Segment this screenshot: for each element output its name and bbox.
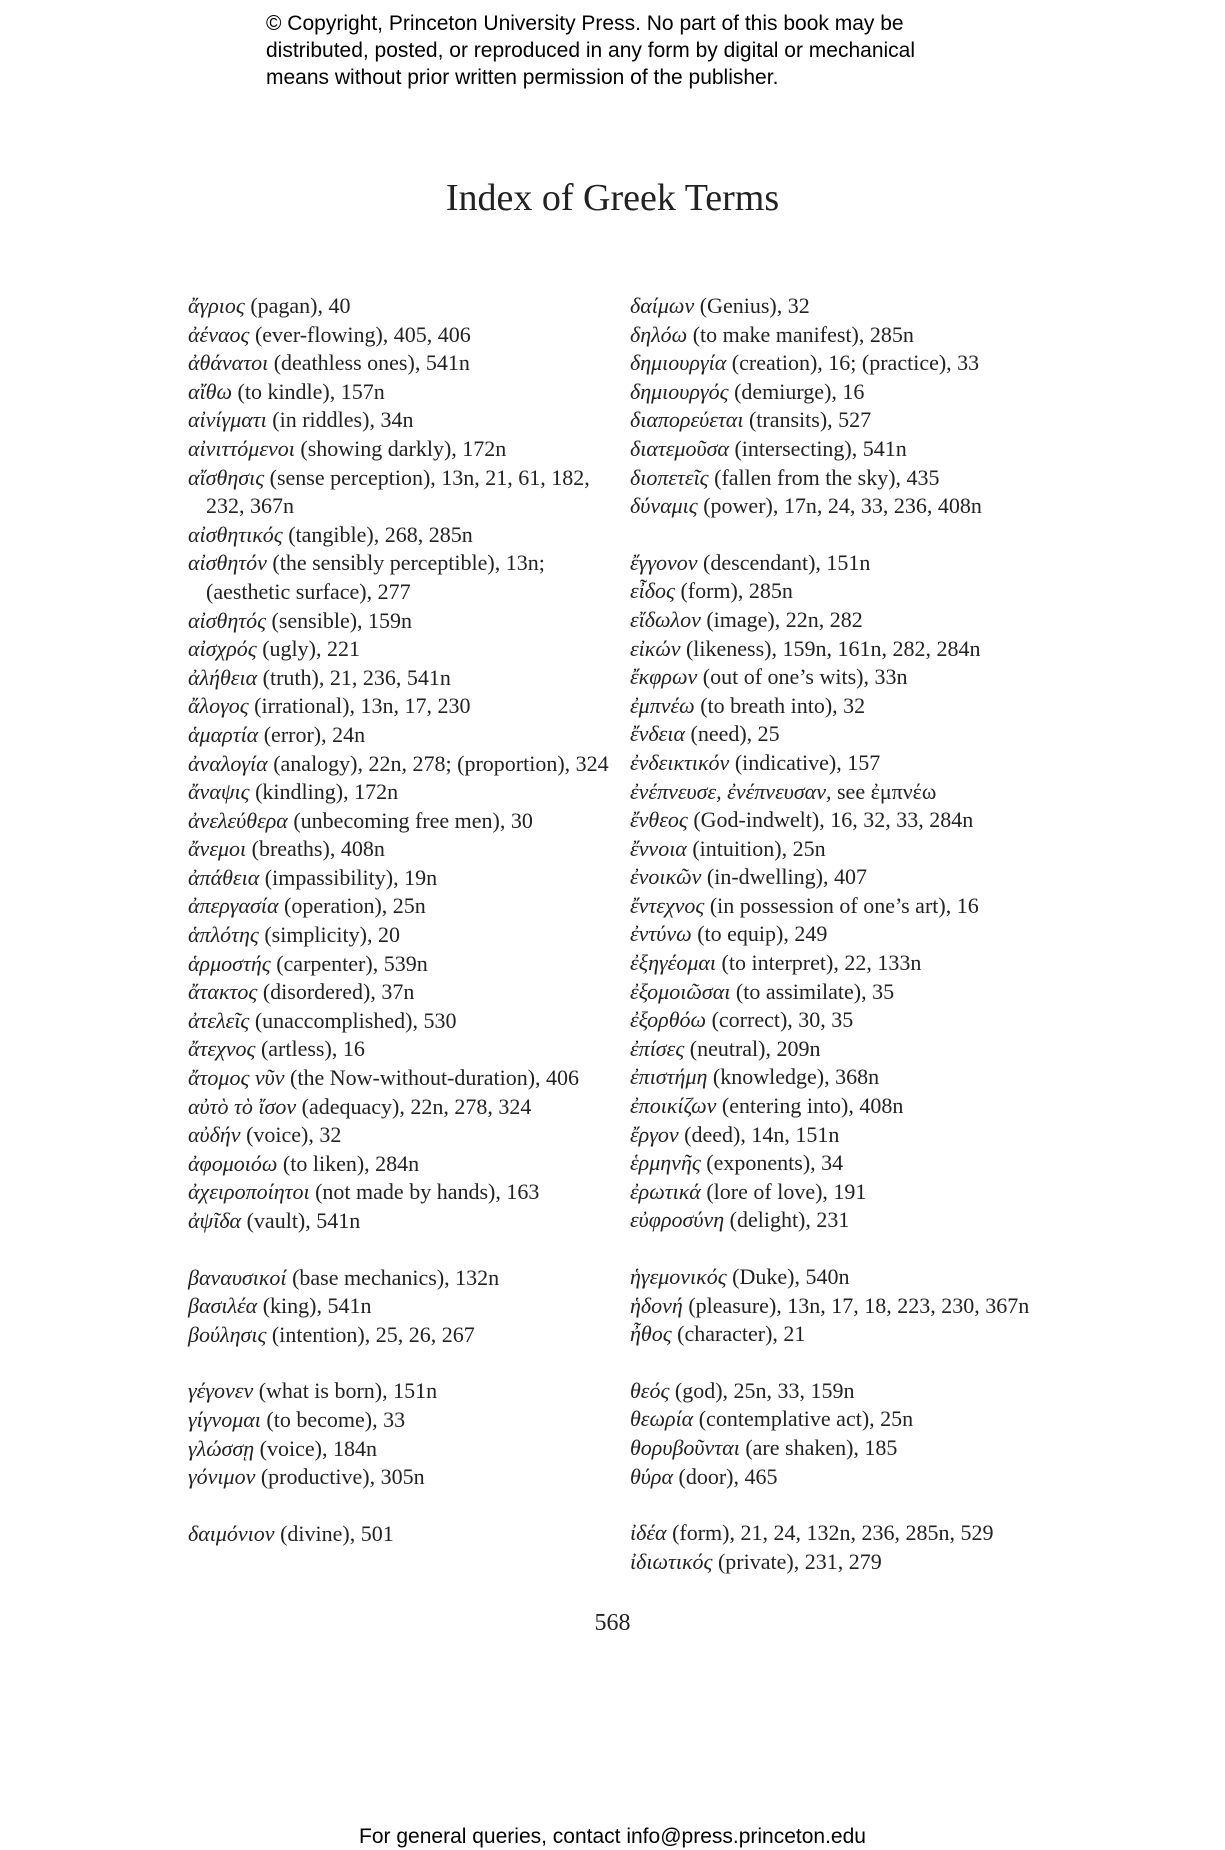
term-gloss: (impassibility), 19n [259,864,438,890]
term-gloss: (to assimilate), 35 [730,978,895,1004]
term-gloss: (to liken), 284n [277,1150,420,1176]
index-entry [630,635,1070,664]
index-entry [188,321,608,350]
index-entry [188,664,608,693]
term-gloss: (door), 465 [673,1463,778,1489]
index-entry [630,949,1070,978]
greek-term: ἀναλογία [188,750,268,776]
index-group [188,1264,608,1350]
term-gloss: (truth), 21, 236, 541n [257,664,451,690]
greek-term: δηλόω [630,321,688,347]
term-gloss: (the sensibly perceptible), 13n; (aesthetic surface), 277 [206,550,545,604]
term-gloss: (sensible), 159n [266,607,413,633]
term-gloss: (unaccomplished), 530 [249,1007,457,1033]
greek-term: ἔνθεος [630,807,688,833]
greek-term: ἔγγονον [630,549,698,575]
term-gloss: (operation), 25n [278,893,426,919]
term-gloss: (the Now-without-duration), 406 [284,1065,580,1091]
greek-term: ἐξηγέομαι [630,950,717,976]
greek-term: ἄνεμοι [188,836,247,862]
index-entry [630,1178,1070,1207]
term-gloss: (entering into), 408n [716,1093,904,1119]
term-gloss: (deathless ones), 541n [268,350,470,376]
index-entry [630,1320,1070,1349]
index-entry [188,835,608,864]
greek-term: γλώσσῃ [188,1435,255,1461]
index-entry [188,464,608,521]
index-entry [188,349,608,378]
term-gloss: (not made by hands), 163 [309,1179,540,1205]
greek-term: αἴθω [188,378,232,404]
copyright-line: distributed, posted, or reproduced in any form by digital or mechanical [266,39,916,62]
greek-term: ἐξορθόω [630,1007,707,1033]
index-entry [188,607,608,636]
greek-term: δαιμόνιον [188,1520,275,1546]
greek-term: ἀπάθεια [188,864,260,890]
term-gloss: (to make manifest), 285n [687,321,914,347]
index-column-left [188,292,608,1576]
term-gloss: (showing darkly), 172n [294,435,507,461]
greek-term: ἐνδεικτικόν [630,749,730,775]
term-gloss: (productive), 305n [255,1464,425,1490]
index-entry [630,492,1070,521]
greek-term: γόνιμον [188,1464,256,1490]
term-gloss: (God-indwelt), 16, 32, 33, 284n [687,807,974,833]
index-entry [630,349,1070,378]
index-entry [188,1093,608,1122]
index-entry [630,1006,1070,1035]
greek-term: αἴσθησις [188,464,265,490]
term-gloss: (form), 21, 24, 132n, 236, 285n, 529 [666,1520,994,1546]
index-entry [630,1434,1070,1463]
term-gloss: (god), 25n, 33, 159n [669,1377,855,1403]
greek-term: αὐδήν [188,1122,241,1148]
term-gloss: (intention), 25, 26, 267 [266,1321,475,1347]
term-gloss: (Duke), 540n [726,1264,850,1289]
greek-term: ἄγριος [188,293,245,318]
greek-term: ἄτομος νῦν [188,1065,285,1091]
greek-term: γέγονεν [188,1378,254,1404]
index-entry [630,663,1070,692]
greek-term: διατεμοῦσα [630,435,729,461]
term-gloss: (power), 17n, 24, 33, 236, 408n [697,493,982,519]
term-gloss: (lore of love), 191 [700,1178,867,1204]
index-entry [630,464,1070,493]
index-entry [188,1150,608,1179]
greek-term: ἰδέα [630,1520,667,1546]
greek-term: ἡδονή [630,1292,683,1318]
index-entry [188,1035,608,1064]
index-entry [630,321,1070,350]
index-entry [188,692,608,721]
term-gloss: (to kindle), 157n [232,378,385,404]
greek-term: αἰσχρός [188,636,257,662]
index-entry [188,292,608,321]
index-entry [188,549,608,606]
greek-term: δαίμων [630,293,695,318]
term-gloss: (image), 22n, 282 [700,606,863,632]
index-entry [630,1063,1070,1092]
index-entry [188,864,608,893]
greek-term: ἐπιστήμη [630,1064,708,1090]
index-entry [630,1548,1070,1577]
term-gloss: (error), 24n [258,721,366,747]
index-entry [188,406,608,435]
greek-term: ἀλήθεια [188,664,258,690]
term-gloss: (out of one’s wits), 33n [697,664,908,690]
greek-term: διοπετεῖς [630,464,709,490]
index-entry [188,950,608,979]
index-entry [188,1435,608,1464]
index-entry [630,292,1070,321]
greek-term: ἐντύνω [630,921,692,947]
term-gloss: (fallen from the sky), 435 [708,464,940,490]
greek-term: θορυβοῦνται [630,1434,740,1460]
term-gloss: (to equip), 249 [691,921,828,947]
greek-term: ἀπεργασία [188,893,279,919]
index-entry [188,1463,608,1492]
greek-term: ἀφομοιόω [188,1150,278,1176]
index-entry [188,435,608,464]
term-gloss: (correct), 30, 35 [706,1007,854,1033]
term-gloss: (breaths), 408n [246,836,385,862]
greek-term: ἐξομοιῶσαι [630,978,731,1004]
term-gloss: (kindling), 172n [249,779,399,805]
greek-term: ἐμπνέω [630,692,695,718]
index-entry [188,921,608,950]
index-entry [630,892,1070,921]
greek-term: ἐνέπνευσε, ἐνέπνευσαν, [630,778,832,804]
greek-term: ἐποικίζων [630,1093,717,1119]
index-group [188,292,608,1236]
term-gloss: (ever-flowing), 405, 406 [249,321,471,347]
greek-term: ἄτακτος [188,979,258,1005]
index-entry [188,521,608,550]
term-gloss: (to interpret), 22, 133n [716,950,922,976]
index-entry [630,1121,1070,1150]
index-entry [188,635,608,664]
index-entry [188,892,608,921]
greek-term: ἄλογος [188,693,249,719]
term-gloss: (vault), 541n [241,1208,361,1233]
index-entry [630,978,1070,1007]
greek-term: αἰνιττόμενοι [188,435,295,461]
term-gloss: (irrational), 13n, 17, 230 [248,693,471,719]
greek-term: ἁπλότης [188,922,259,948]
term-gloss: (to become), 33 [260,1406,406,1432]
index-entry [630,1035,1070,1064]
term-gloss: (Genius), 32 [694,293,810,318]
term-gloss: (indicative), 157 [729,749,881,775]
term-gloss: (demiurge), 16 [728,378,865,404]
greek-term: ἡγεμονικός [630,1264,727,1289]
index-entry [630,806,1070,835]
term-gloss: (carpenter), 539n [270,950,428,976]
greek-term: αὐτὸ τὸ ἴσον [188,1093,297,1119]
index-entry [188,778,608,807]
greek-term: ἀτελεῖς [188,1007,250,1033]
greek-term: αἰσθητός [188,607,267,633]
index-entry [630,778,1070,807]
term-gloss: (in riddles), 34n [266,407,414,433]
term-gloss: (neutral), 209n [684,1035,821,1061]
term-gloss: (what is born), 151n [253,1378,438,1404]
greek-term: βαναυσικοί [188,1264,287,1290]
index-entry [630,1292,1070,1321]
index-group [188,1520,608,1549]
term-gloss: (base mechanics), 132n [286,1264,500,1290]
term-gloss: (king), 541n [257,1293,372,1319]
greek-term: ἰδιωτικός [630,1548,713,1574]
index-entry [630,549,1070,578]
index-entry [188,1007,608,1036]
greek-term: ἔνδεια [630,721,685,747]
greek-term: ἐπίσες [630,1035,685,1061]
index-entry [630,835,1070,864]
index-entry [188,1292,608,1321]
greek-term: εἰκών [630,635,681,661]
term-gloss: (in-dwelling), 407 [701,864,867,890]
index-entry [630,1092,1070,1121]
term-gloss: (creation), 16; (practice), 33 [726,350,980,376]
term-gloss: (voice), 184n [254,1435,377,1461]
index-entry [630,577,1070,606]
index-entry [188,1520,608,1549]
index-entry [630,863,1070,892]
greek-term: ἔννοια [630,835,687,861]
page-number: 568 [594,1610,631,1636]
index-entry [630,435,1070,464]
term-gloss: (to breath into), 32 [694,692,866,718]
term-gloss: (private), 231, 279 [712,1548,882,1574]
greek-term: αἰνίγματι [188,407,267,433]
term-gloss: (divine), 501 [274,1520,394,1546]
index-entry [630,920,1070,949]
index-entry [630,749,1070,778]
term-gloss: (knowledge), 368n [707,1064,880,1090]
index-entry [188,1406,608,1435]
greek-term: βασιλέα [188,1293,258,1319]
index-entry [630,606,1070,635]
term-gloss: see ἐμπνέω [831,778,937,804]
index-group [630,1263,1070,1349]
greek-term: ἔργον [630,1121,679,1147]
term-gloss: (tangible), 268, 285n [282,521,473,547]
greek-term: ἀχειροποίητοι [188,1179,310,1205]
index-group [188,1377,608,1491]
term-gloss: (character), 21 [671,1321,806,1347]
greek-term: δημιουργός [630,378,729,404]
greek-term: ἄναψις [188,779,250,805]
index-entry [188,378,608,407]
greek-term: ἁρμοστής [188,950,271,976]
term-gloss: (adequacy), 22n, 278, 324 [296,1093,532,1119]
index-entry [630,1377,1070,1406]
greek-term: εὐφροσύνη [630,1207,725,1233]
greek-term: εἶδος [630,578,675,604]
term-gloss: (in possession of one’s art), 16 [704,892,979,918]
greek-term: γίγνομαι [188,1406,261,1432]
greek-term: ἔντεχνος [630,892,705,918]
greek-term: ἀνελεύθερα [188,807,288,833]
index-entry [188,978,608,1007]
index-entry [630,1519,1070,1548]
greek-term: ἐνοικῶν [630,864,702,890]
greek-term: ἦθος [630,1321,672,1347]
index-entry [188,721,608,750]
term-gloss: (contemplative act), 25n [693,1406,914,1432]
index-entry [630,1405,1070,1434]
greek-term: ἐρωτικά [630,1178,701,1204]
term-gloss: (exponents), 34 [700,1150,844,1176]
page-title: Index of Greek Terms [445,177,780,219]
greek-term: αἰσθητόν [188,550,267,576]
greek-term: διαπορεύεται [630,407,744,433]
greek-term: ἑρμηνῆς [630,1150,701,1176]
greek-term: ἀθάνατοι [188,350,269,376]
greek-term: εἴδωλον [630,606,701,632]
greek-term: βούλησις [188,1321,267,1347]
greek-term: ἁμαρτία [188,721,259,747]
greek-term: αἰσθητικός [188,521,283,547]
term-gloss: (descendant), 151n [697,549,871,575]
index-entry [188,1064,608,1093]
copyright-line: © Copyright, Princeton University Press. No part of this book may be [266,12,904,35]
index-group [630,292,1070,521]
term-gloss: (sense perception), 13n, 21, 61, 182, 232, 367n [206,464,590,519]
index-entry [630,378,1070,407]
greek-term: ἔκφρων [630,664,698,690]
index-entry [630,1463,1070,1492]
greek-term: ἀψῖδα [188,1208,242,1233]
greek-term: ἄτεχνος [188,1036,256,1062]
index-entry [188,750,608,779]
index-group [630,1377,1070,1491]
term-gloss: (simplicity), 20 [258,922,400,948]
greek-term: ἀέναος [188,321,250,347]
term-gloss: (deed), 14n, 151n [678,1121,840,1147]
index-entry [630,406,1070,435]
index-entry [630,1206,1070,1235]
greek-term: θύρα [630,1463,674,1489]
term-gloss: (unbecoming free men), 30 [287,807,533,833]
term-gloss: (are shaken), 185 [739,1434,898,1460]
index-entry [630,1149,1070,1178]
index-entry [188,1178,608,1207]
term-gloss: (intuition), 25n [686,835,826,861]
term-gloss: (likeness), 159n, 161n, 282, 284n [680,635,981,661]
term-gloss: (ugly), 221 [256,636,360,662]
greek-term: δημιουργία [630,350,727,376]
index-entry [630,692,1070,721]
index-entry [188,1377,608,1406]
term-gloss: (delight), 231 [724,1207,850,1233]
index-entry [188,1321,608,1350]
term-gloss: (pagan), 40 [244,293,351,318]
index-group [630,549,1070,1235]
term-gloss: (intersecting), 541n [728,435,907,461]
index-entry [188,1264,608,1293]
term-gloss: (voice), 32 [240,1122,342,1148]
copyright-notice [266,10,1066,91]
index-entry [188,1121,608,1150]
footer-contact: For general queries, contact info@press.princeton.edu [359,1825,866,1848]
greek-term: δύναμις [630,493,698,519]
index-column-right [630,292,1070,1604]
term-gloss: (transits), 527 [743,407,872,433]
term-gloss: (disordered), 37n [257,979,415,1005]
index-entry [630,720,1070,749]
index-entry [188,807,608,836]
term-gloss: (pleasure), 13n, 17, 18, 223, 230, 367n [682,1292,1030,1318]
greek-term: θεωρία [630,1406,694,1432]
greek-term: θεός [630,1377,670,1403]
index-entry [188,1207,608,1236]
term-gloss: (form), 285n [674,578,793,604]
term-gloss: (need), 25 [685,721,780,747]
index-group [630,1519,1070,1576]
copyright-line: means without prior written permission of the publisher. [266,66,779,89]
term-gloss: (analogy), 22n, 278; (proportion), 324 [267,750,609,776]
index-entry [630,1263,1070,1292]
term-gloss: (artless), 16 [255,1036,365,1062]
